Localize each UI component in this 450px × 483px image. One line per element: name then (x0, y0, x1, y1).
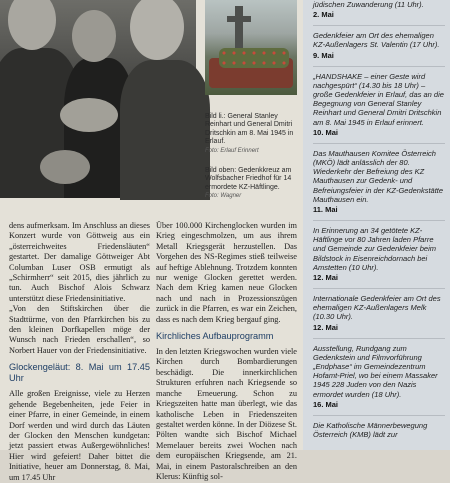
event-item (313, 421, 445, 439)
article-left-body: Alle großen Ereignisse, viele zu Herzen gehende Begebenheiten, jede Feier in einer Pfarre, in einer Gemeinde, in einem Dorf werden und wird durch das Läuten der Glocken den Menschen kundgetan: jetzt passiert etwas Außergewöhnliches! Hier wird gefeiert! Daher bittet die Initiative, heuer am Donnerstag, 8. Mai, um 17.45 Uhr (9, 389, 150, 482)
article-mid-body: In den letzten Kriegswochen wurden viele Kirchen durch Bombardierungen beschädigt. Die innerkirchlichen Strukturen erfuhren nach Kriegsende so manche Erneuerung. Schon zu Kriegszeiten hatte man überlegt, wie das katholische Leben in Friedenszeiten gestaltet werden könne. In der Diözese St. Pölten wandte sich Bischof Michael Memelauer bereits zwei Wochen nach dem europäischen Kriegsende, am 21. Mai, in einem Pastoralschreiben an den Klerus: Künftig sol- (156, 347, 297, 481)
event-date: 10. Mai (313, 127, 339, 137)
event-item (313, 294, 445, 332)
event-text: Die Katholische Männerbewegung Österreich (KMB) lädt zur (313, 420, 428, 440)
event-item (313, 344, 445, 409)
historic-photo-generals (0, 0, 196, 198)
article-column-left (9, 221, 150, 483)
photo-face-middle (72, 10, 116, 62)
photo-handshake (60, 98, 118, 132)
event-date: 12. Mai (313, 322, 339, 332)
events-sidebar (303, 0, 450, 450)
photo-hands-lower (40, 150, 90, 184)
article-left-intro: dens aufmerksam. Im Anschluss an dieses Konzert wurde von Göttweig aus ein „österreichweites Friedensläuten“ gestartet. Der damalige Göttweiger Abt Columban Luser OSB ermutigt als „Schirmherr“ seit 2015, dies jährlich zu tun. Auch Bischof Alois Schwarz unterstützt diese Friedensinitiative. (9, 221, 150, 303)
event-date: 2. Mai (313, 10, 334, 20)
article-mid-heading: Kirchliches Aufbauprogramm (156, 331, 274, 342)
event-date: 16. Mai (313, 399, 339, 409)
event-text: Internationale Gedenkfeier am Ort des ehemaligen KZ-Außenlagers Melk (10.30 Uhr). (313, 294, 441, 322)
photo-face-right (130, 0, 184, 60)
caption-main-photo (205, 113, 297, 155)
event-date: 9. Mai (313, 50, 334, 60)
photo-figure-right (120, 60, 210, 200)
article-column-middle (156, 221, 297, 482)
flowers (219, 48, 289, 68)
divider (313, 338, 445, 339)
event-item (313, 72, 445, 137)
article-left-heading: Glockengeläut: 8. Mai um 17.45 Uhr (9, 362, 150, 384)
caption-side-text: Bild oben: Gedenkkreuz am Wolfsbacher Friedhof für 14 ermordete KZ-Häftlinge. (205, 167, 292, 191)
event-item (313, 226, 445, 282)
divider (313, 288, 445, 289)
caption-side-source: Foto: Wagner (205, 193, 242, 200)
photo-face-left (8, 0, 56, 50)
event-text: „HANDSHAKE – einer Geste wird nachgespürt“ (14.30 bis 18 Uhr) – große Gedenkfeier in Erlauf, das an die Begegnung von General Stanley Reinhart und General Dmitri Dritschkin am 8. Mai 1945 in Erlauf erinnert. (313, 71, 444, 127)
event-item (313, 31, 445, 59)
divider (313, 25, 445, 26)
caption-side-photo (205, 167, 297, 201)
event-text: Ausstellung, Rundgang zum Gedenkstein und Filmvorführung „Endphase“ im Gemeindezentrum Hofamt-Priel, wo bei einem Massaker 1945 228 Juden von den Nazis ermordet wurden (18 Uhr). (313, 343, 438, 399)
article-left-quote: „Von den Stiftskirchen über die Stadttürme, von den Pfarrkirchen bis zu den kleinen Dorfkapellen möge der Wunsch nach Frieden erschallen“, so Norbert Hauer von der Friedensinitiative. (9, 304, 150, 355)
event-date: 11. Mai (313, 205, 338, 215)
divider (313, 143, 445, 144)
memorial-cross-photo (205, 0, 297, 95)
memorial-cross-arm (227, 16, 251, 22)
event-text: Gedenkfeier am Ort des ehemaligen KZ-Außenlagers St. Valentin (17 Uhr). (313, 31, 440, 50)
divider (313, 66, 445, 67)
event-text: Das Mauthausen Komitee Österreich (MKÖ) lädt anlässlich der 80. Wiederkehr der Befreiung des KZ Mauthausen zur Gedenk- und Befreiungsfeier in der KZ-Gedenkstätte Mauthausen ein. (313, 148, 444, 204)
caption-main-text: Bild li.: General Stanley Reinhart und General Dmitri Dritschkin am 8. Mai 1945 in Erlauf. (205, 113, 294, 146)
divider (313, 415, 445, 416)
caption-main-source: Foto: Erlauf Erinnert (205, 147, 259, 154)
event-date: 12. Mai (313, 273, 339, 283)
event-item (313, 149, 445, 214)
article-mid-intro: Über 100.000 Kirchenglocken wurden im Krieg eingeschmolzen, um aus ihrem Metall Kriegsgerät herzustellen. Das Vorgehen des NS-Regimes stieß teilweise auf heftige Ablehnung. Trotzdem konnten nur wenige Glocken gerettet werden. Nach dem Krieg kamen neue Glocken nach und nach in Prozessionszügen zurück in die Pfarren, es war ein Zeichen, dass es nach dem Krieg bergauf ging. (156, 221, 297, 324)
event-text: In Erinnerung an 34 getötete KZ-Häftlinge vor 80 Jahren laden Pfarre und Gemeinde zur Gedenkfeier beim Bildstock in Eisenreichdornach bei Amstetten (10 Uhr). (313, 226, 436, 272)
event-text: jüdischen Zuwanderung (11 Uhr). (313, 0, 424, 9)
event-item (313, 0, 445, 19)
divider (313, 220, 445, 221)
